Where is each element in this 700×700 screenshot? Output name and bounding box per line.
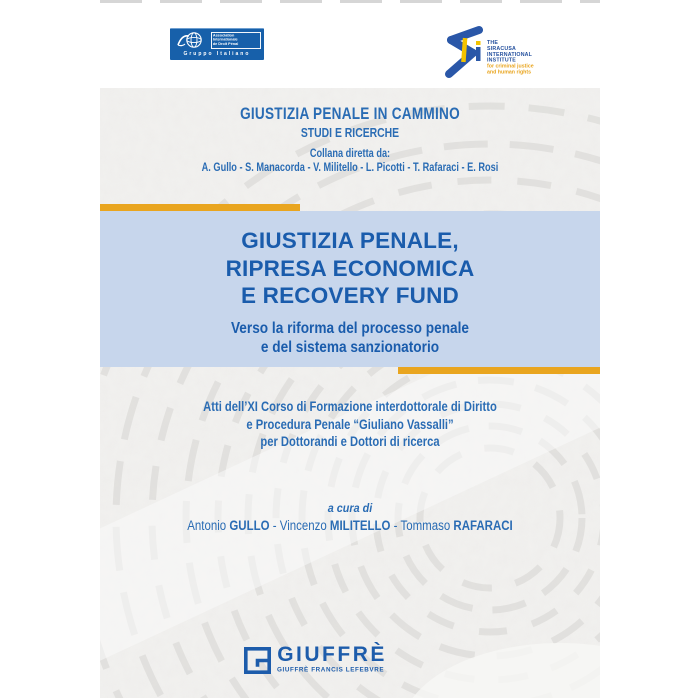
book-subtitle-line: e del sistema sanzionatorio (260, 339, 440, 356)
book-title-line: RIPRESA ECONOMICA (225, 255, 475, 281)
accent-bar-top (100, 204, 300, 211)
series-title: GIUSTIZIA PENALE IN CAMMINO (240, 104, 460, 123)
proceedings-note (150, 398, 550, 451)
publisher-text (277, 644, 456, 674)
amphitheatre-background (100, 88, 600, 698)
publisher-brand: GIUFFRÈ (277, 643, 387, 666)
book-title-line: GIUSTIZIA PENALE, (241, 228, 459, 253)
curated-by-label: a cura di (327, 501, 373, 515)
aidp-name-line: de Droit Pénal (212, 41, 239, 46)
book-subtitle (130, 319, 570, 358)
series-directed-by-label: Collana diretta da: (309, 148, 391, 160)
siracusa-line: INTERNATIONAL (487, 51, 533, 58)
siracusa-line: SIRACUSA (487, 45, 517, 52)
siracusa-line: THE (487, 39, 499, 46)
siracusa-tagline: and human rights (487, 68, 532, 75)
publisher-sub-brand: GIUFFRÈ FRANCIS LEFEBVRE (277, 666, 385, 674)
proceedings-line: Atti dell’XI Corso di Formazione interdottorale di Diritto (203, 398, 497, 414)
title-panel (100, 211, 600, 367)
siracusa-institute-logo (443, 25, 565, 81)
cover-art-area (100, 88, 600, 698)
siracusa-mark-icon (443, 25, 485, 79)
proceedings-line: per Dottorandi e Dottori di ricerca (260, 433, 440, 449)
series-header (150, 104, 550, 174)
aidp-subtitle: Gruppo Italiano (183, 50, 251, 57)
aidp-name-box (211, 32, 261, 49)
book-subtitle-line: Verso la riforma del processo penale (230, 319, 470, 337)
scan-edge-marks (100, 0, 600, 3)
siracusa-tagline: for criminal justice (487, 63, 534, 69)
siracusa-line: INSTITUTE (487, 57, 516, 64)
aidp-name-line: Association (212, 33, 235, 38)
aidp-logo (170, 28, 264, 60)
editors-block (100, 501, 600, 533)
book-title-line: E RECOVERY FUND (240, 283, 460, 308)
accent-bar-bottom (398, 367, 600, 374)
series-directors: A. Gullo - S. Manacorda - V. Militello - L. Picotti - T. Rafaraci - E. Rosi (201, 162, 499, 174)
giuffre-mark-icon (244, 646, 271, 675)
siracusa-text (487, 40, 577, 81)
series-subtitle: STUDI E RICERCHE (300, 125, 400, 140)
aidp-name-line: Internationale (212, 37, 238, 42)
book-title (100, 227, 600, 310)
publisher-logo (100, 644, 600, 675)
proceedings-line: e Procedura Penale “Giuliano Vassalli” (246, 415, 454, 432)
editors-names: Antonio GULLO - Vincenzo MILITELLO - Tommaso RAFARACI (187, 518, 513, 533)
